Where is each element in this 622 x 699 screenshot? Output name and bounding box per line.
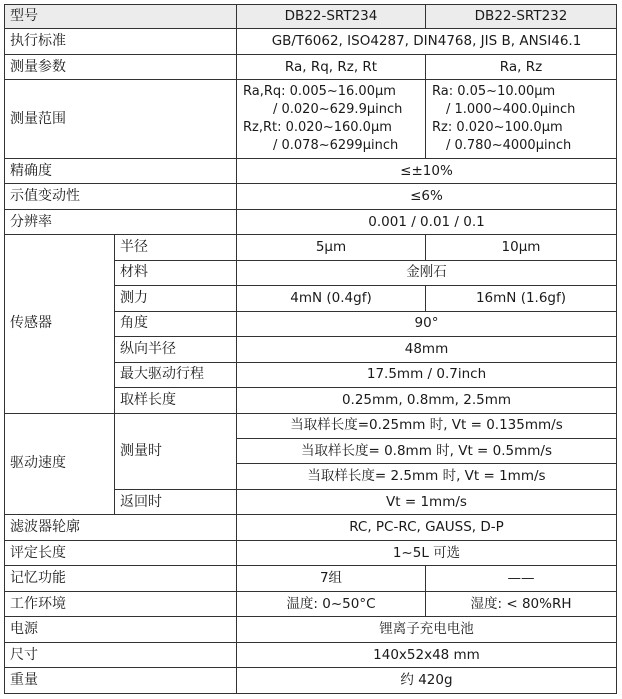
filter-label: 滤波器轮廓 — [5, 515, 237, 540]
standards-value: GB/T6062, ISO4287, DIN4768, JIS B, ANSI46.1 — [237, 29, 617, 54]
params-a: Ra, Rq, Rz, Rt — [237, 54, 426, 79]
size-label: 尺寸 — [5, 642, 237, 667]
sensor-vradius-value: 48mm — [237, 337, 617, 362]
power-value: 锂离子充电电池 — [237, 617, 617, 642]
weight-label: 重量 — [5, 668, 237, 694]
eval-length-value: 1~5L 可选 — [237, 540, 617, 565]
sensor-travel-label: 最大驱动行程 — [115, 362, 237, 387]
eval-length-label: 评定长度 — [5, 540, 237, 565]
weight-value: 约 420g — [237, 668, 617, 694]
range-b — [426, 80, 617, 158]
drive-return-label: 返回时 — [115, 489, 237, 514]
memory-b: —— — [426, 566, 617, 591]
filter-value: RC, PC-RC, GAUSS, D-P — [237, 515, 617, 540]
sensor-radius-b: 10μm — [426, 235, 617, 260]
sensor-force-a: 4mN (0.4gf) — [237, 286, 426, 311]
memory-label: 记忆功能 — [5, 566, 237, 591]
accuracy-label: 精确度 — [5, 158, 237, 183]
drive-return-value: Vt = 1mm/s — [237, 489, 617, 514]
range-a-line-1: Ra,Rq: 0.005~16.00μm — [243, 84, 396, 100]
row-params — [5, 54, 617, 79]
sensor-angle-label: 角度 — [115, 311, 237, 336]
size-value: 140x52x48 mm — [237, 642, 617, 667]
environment-label: 工作环境 — [5, 591, 237, 616]
range-a-line-3: Rz,Rt: 0.020~160.0μm — [243, 120, 392, 136]
drive-measure-line-2: 当取样长度= 0.8mm 时, Vt = 0.5mm/s — [237, 439, 617, 464]
variation-value: ≤6% — [237, 184, 617, 209]
row-filter — [5, 515, 617, 540]
drive-measure-line-1: 当取样长度=0.25mm 时, Vt = 0.135mm/s — [237, 413, 617, 438]
sensor-radius-label: 半径 — [115, 235, 237, 260]
row-memory — [5, 566, 617, 591]
sensor-sampling-value: 0.25mm, 0.8mm, 2.5mm — [237, 388, 617, 413]
row-range — [5, 80, 617, 158]
range-b-line-2: / 1.000~400.0μinch — [446, 102, 576, 118]
row-sensor-radius — [5, 235, 617, 260]
row-drive-measure-1 — [5, 413, 617, 438]
params-b: Ra, Rz — [426, 54, 617, 79]
params-label: 测量参数 — [5, 54, 237, 79]
variation-label: 示值变动性 — [5, 184, 237, 209]
range-b-line-1: Ra: 0.05~10.00μm — [432, 84, 556, 100]
row-accuracy — [5, 158, 617, 183]
row-model — [5, 5, 617, 29]
drive-measure-label: 测量时 — [115, 413, 237, 489]
range-b-line-4: / 0.780~4000μinch — [446, 138, 572, 154]
sensor-label: 传感器 — [5, 235, 115, 413]
drive-label: 驱动速度 — [5, 413, 115, 515]
sensor-force-b: 16mN (1.6gf) — [426, 286, 617, 311]
memory-a: 7组 — [237, 566, 426, 591]
range-a-line-4: / 0.078~6299μinch — [273, 138, 399, 154]
drive-measure-line-3: 当取样长度= 2.5mm 时, Vt = 1mm/s — [237, 464, 617, 489]
sensor-travel-value: 17.5mm / 0.7inch — [237, 362, 617, 387]
model-b: DB22-SRT232 — [426, 5, 617, 29]
row-power — [5, 617, 617, 642]
sensor-material-label: 材料 — [115, 260, 237, 285]
power-label: 电源 — [5, 617, 237, 642]
standards-label: 执行标准 — [5, 29, 237, 54]
row-variation — [5, 184, 617, 209]
range-a — [237, 80, 426, 158]
range-label: 测量范围 — [5, 80, 237, 158]
range-b-line-3: Rz: 0.020~100.0μm — [432, 120, 563, 136]
sensor-radius-a: 5μm — [237, 235, 426, 260]
environment-b: 湿度: < 80%RH — [426, 591, 617, 616]
model-a: DB22-SRT234 — [237, 5, 426, 29]
sensor-sampling-label: 取样长度 — [115, 388, 237, 413]
accuracy-value: ≤±10% — [237, 158, 617, 183]
environment-a: 温度: 0~50°C — [237, 591, 426, 616]
sensor-force-label: 测力 — [115, 286, 237, 311]
row-eval-length — [5, 540, 617, 565]
sensor-angle-value: 90° — [237, 311, 617, 336]
model-label: 型号 — [5, 5, 237, 29]
row-environment — [5, 591, 617, 616]
sensor-material-value: 金刚石 — [237, 260, 617, 285]
row-resolution — [5, 209, 617, 234]
row-size — [5, 642, 617, 667]
sensor-vradius-label: 纵向半径 — [115, 337, 237, 362]
range-a-line-2: / 0.020~629.9μinch — [273, 102, 403, 118]
spec-table — [4, 4, 617, 694]
row-weight — [5, 668, 617, 694]
row-standards — [5, 29, 617, 54]
resolution-value: 0.001 / 0.01 / 0.1 — [237, 209, 617, 234]
resolution-label: 分辨率 — [5, 209, 237, 234]
